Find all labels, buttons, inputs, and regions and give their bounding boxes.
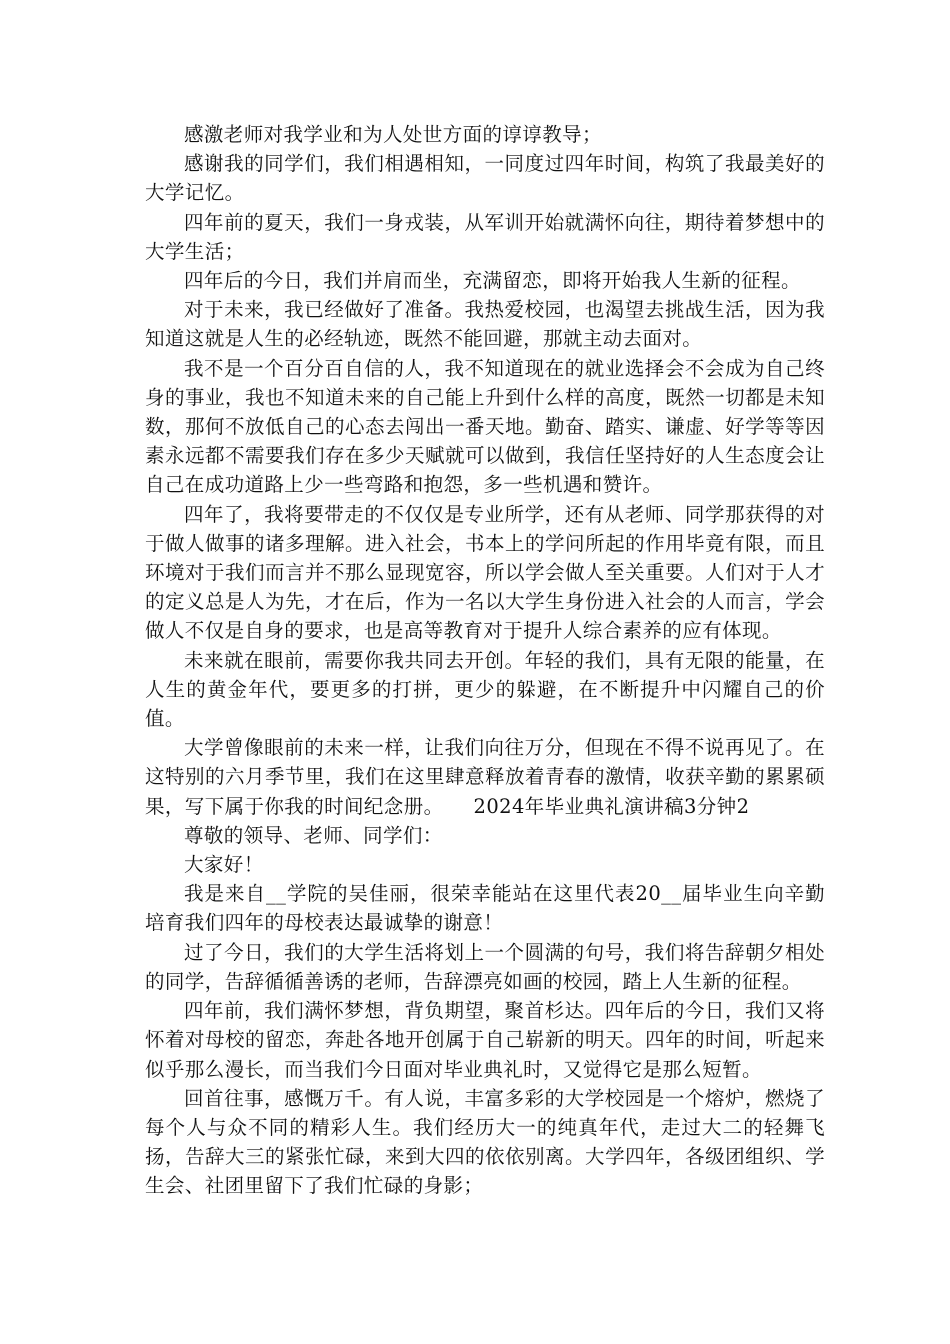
paragraph-2: 感谢我的同学们，我们相遇相知，一同度过四年时间，构筑了我最美好的大学记忆。 [145,152,825,205]
paragraph-15: 回首往事，感慨万千。有人说，丰富多彩的大学校园是一个熔炉，燃烧了每个人与众不同的精彩人生。我们经历大一的纯真年代，走过大二的轻舞飞扬，告辞大三的紧张忙碌，来到大四的依依别离。大学四年，各级团组织、学生会、社团里留下了我们忙碌的身影； [145,1086,825,1198]
salutation: 尊敬的领导、老师、同学们： [184,823,443,847]
paragraph-13: 过了今日，我们的大学生活将划上一个圆满的句号，我们将告辞朝夕相处的同学，告辞循循善诱的老师，告辞漂亮如画的校园，踏上人生新的征程。 [145,940,825,993]
paragraph-1: 感激老师对我学业和为人处世方面的谆谆教导； [184,123,602,146]
paragraph-4: 四年后的今日，我们并肩而坐，充满留恋，即将开始我人生新的征程。 [184,269,801,293]
paragraph-9: 大学曾像眼前的未来一样，让我们向往万分，但现在不得不说再见了。在这特别的六月季节里，我们在这里肆意释放着青春的激情，收获辛勤的累累硕果，写下属于你我的时间纪念册。 2024年毕业典礼演讲稿3分钟2 [145,736,825,818]
paragraph-7: 四年了，我将要带走的不仅仅是专业所学，还有从老师、同学那获得的对于做人做事的诸多理解。进入社会，书本上的学问所起的作用毕竟有限，而且环境对于我们而言并不那么显现宽容，所以学会做人至关重要。人们对于人才的定义总是人为先，才在后，作为一名以大学生身份进入社会的人而言，学会做人不仅是自身的要求，也是高等教育对于提升人综合素养的应有体现。 [145,502,825,643]
paragraph-14: 四年前，我们满怀梦想，背负期望，聚首杉达。四年后的今日，我们又将怀着对母校的留恋，奔赴各地开创属于自己崭新的明天。四年的时间，听起来似乎那么漫长，而当我们今日面对毕业典礼时，又觉得它是那么短暂。 [145,999,825,1081]
document-page [145,120,825,1201]
greeting: 大家好！ [184,853,264,877]
paragraph-6: 我不是一个百分百自信的人，我不知道现在的就业选择会不会成为自己终身的事业，我也不知道未来的自己能上升到什么样的高度，既然一切都是未知数，那何不放低自己的心态去闯出一番天地。勤奋、踏实、谦虚、好学等等因素永远都不需要我们存在多少天赋就可以做到，我信任坚持好的人生态度会让自己在成功道路上少一些弯路和抱怨，多一些机遇和赞许。 [145,356,825,497]
paragraph-3: 四年前的夏天，我们一身戎装，从军训开始就满怀向往，期待着梦想中的大学生活； [145,210,825,263]
paragraph-5: 对于未来，我已经做好了准备。我热爱校园，也渴望去挑战生活，因为我知道这就是人生的必经轨迹，既然不能回避，那就主动去面对。 [145,298,825,351]
paragraph-8: 未来就在眼前，需要你我共同去开创。年轻的我们，具有无限的能量，在人生的黄金年代，要更多的打拼，更少的躲避，在不断提升中闪耀自己的价值。 [145,648,825,731]
paragraph-12: 我是来自__学院的吴佳丽，很荣幸能站在这里代表20__届毕业生向辛勤培育我们四年的母校表达最诚挚的谢意！ [145,882,825,935]
